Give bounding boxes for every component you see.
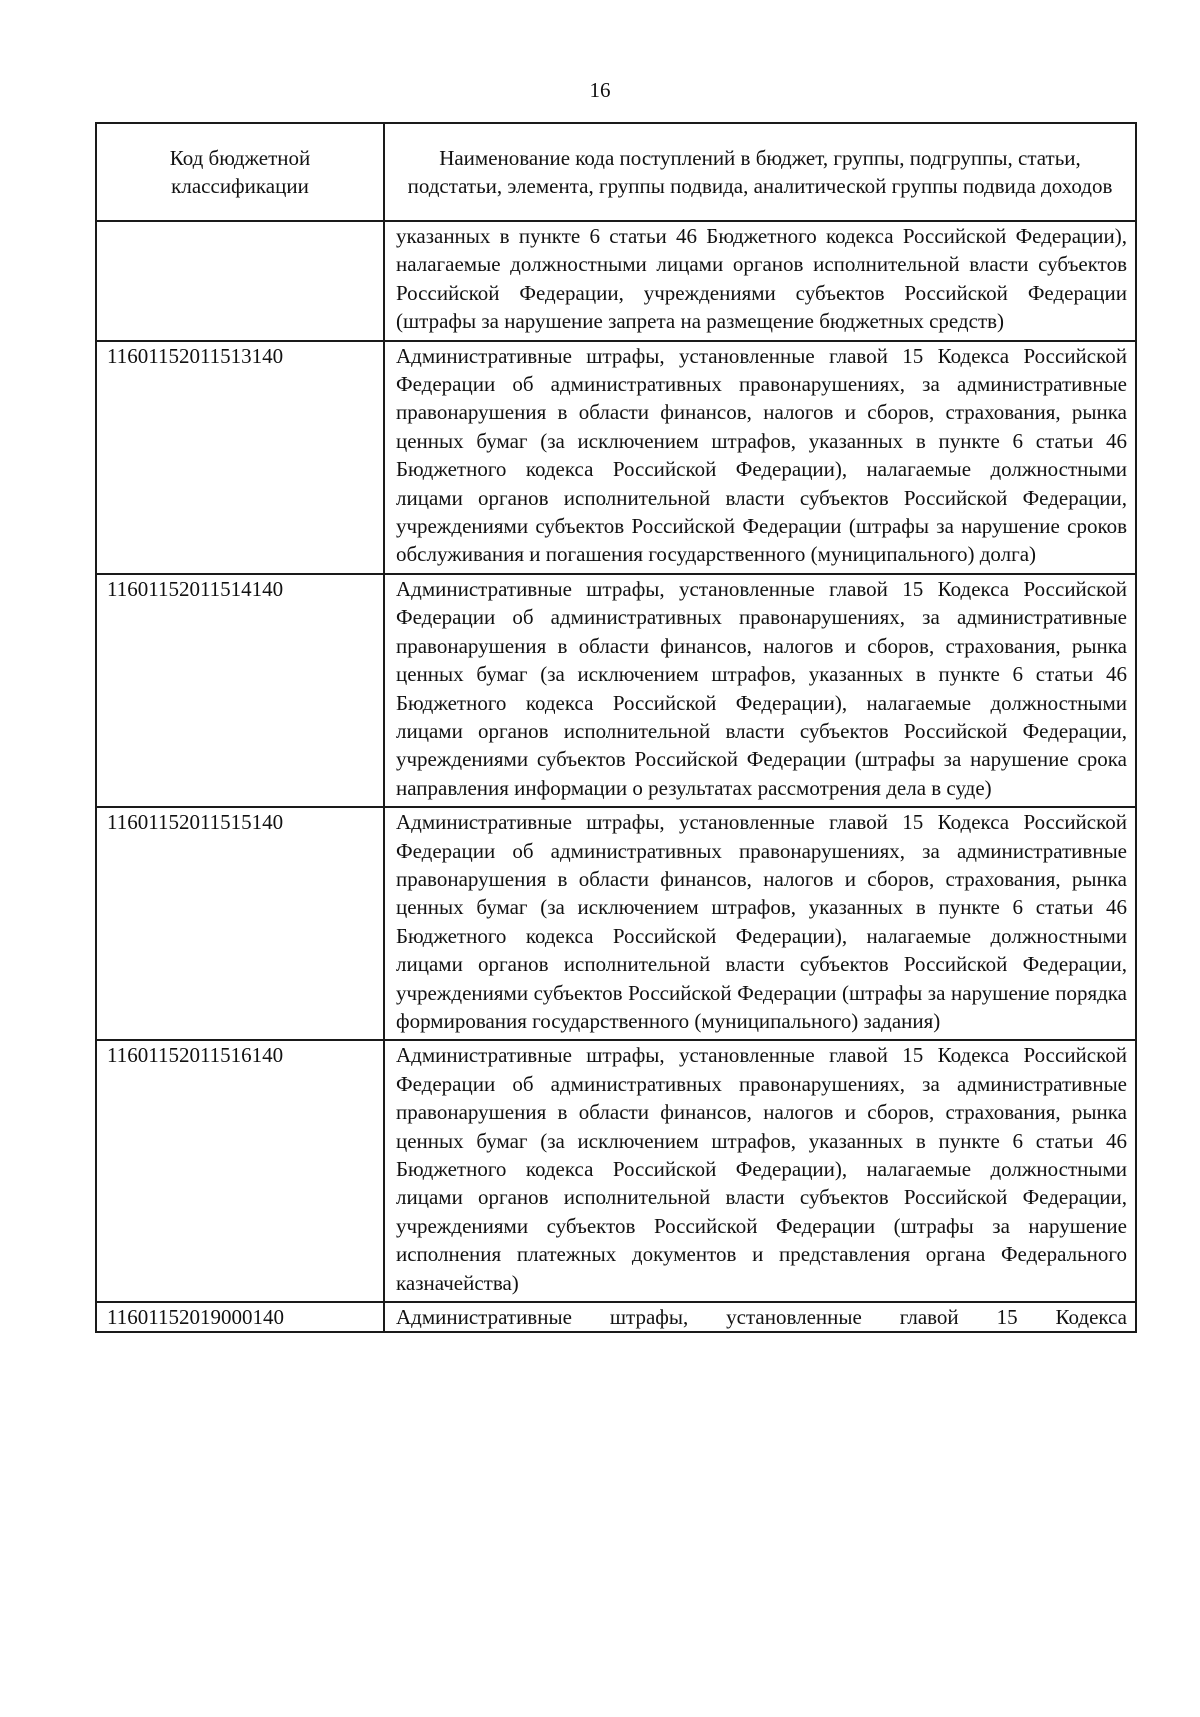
header-code: Код бюджетной классификации [96, 123, 384, 221]
budget-classification-table [95, 122, 1137, 1333]
page-number: 16 [589, 78, 611, 102]
row-description: указанных в пункте 6 статьи 46 Бюджетного кодекса Российской Федерации), налагаемые должностными лицами органов исполнительной власти субъектов Российской Федерации, учреждениями субъектов Российской Федерации (штрафы за нарушение запрета на размещение бюджетных средств) [384, 221, 1136, 341]
row-code: 11601152011514140 [96, 574, 384, 807]
row-description: Административные штрафы, установленные главой 15 Кодекса Российской Федерации об административных правонарушениях, за административные правонарушения в области финансов, налогов и сборов, страхования, рынка ценных бумаг (за исключением штрафов, указанных в пункте 6 статьи 46 Бюджетного кодекса Российской Федерации), налагаемые должностными лицами органов исполнительной власти субъектов Российской Федерации, учреждениями субъектов Российской Федерации (штрафы за нарушение исполнения платежных документов и представления органа Федерального казначейства) [384, 1040, 1136, 1302]
header-name: Наименование кода поступлений в бюджет, группы, подгруппы, статьи, подстатьи, элемента, группы подвида, аналитической группы подвида доходов [384, 123, 1136, 221]
table-row [96, 1040, 1136, 1302]
table-row [96, 1302, 1136, 1332]
table-header-row [96, 123, 1136, 221]
row-code: 11601152011515140 [96, 807, 384, 1040]
row-code: 11601152011513140 [96, 341, 384, 574]
row-description: Административные штрафы, установленные главой 15 Кодекса Российской Федерации об административных правонарушениях, за административные правонарушения в области финансов, налогов и сборов, страхования, рынка ценных бумаг (за исключением штрафов, указанных в пункте 6 статьи 46 Бюджетного кодекса Российской Федерации), налагаемые должностными лицами органов исполнительной власти субъектов Российской Федерации, учреждениями субъектов Российской Федерации (штрафы за нарушение сроков обслуживания и погашения государственного (муниципального) долга) [384, 341, 1136, 574]
row-code [96, 221, 384, 341]
row-description: Административные штрафы, установленные главой 15 Кодекса [384, 1302, 1136, 1332]
table-row [96, 341, 1136, 574]
row-code: 11601152011516140 [96, 1040, 384, 1302]
table-row [96, 574, 1136, 807]
row-description: Административные штрафы, установленные главой 15 Кодекса Российской Федерации об административных правонарушениях, за административные правонарушения в области финансов, налогов и сборов, страхования, рынка ценных бумаг (за исключением штрафов, указанных в пункте 6 статьи 46 Бюджетного кодекса Российской Федерации), налагаемые должностными лицами органов исполнительной власти субъектов Российской Федерации, учреждениями субъектов Российской Федерации (штрафы за нарушение порядка формирования государственного (муниципального) задания) [384, 807, 1136, 1040]
row-code: 11601152019000140 [96, 1302, 384, 1332]
table-row [96, 807, 1136, 1040]
table-row [96, 221, 1136, 341]
row-description: Административные штрафы, установленные главой 15 Кодекса Российской Федерации об административных правонарушениях, за административные правонарушения в области финансов, налогов и сборов, страхования, рынка ценных бумаг (за исключением штрафов, указанных в пункте 6 статьи 46 Бюджетного кодекса Российской Федерации), налагаемые должностными лицами органов исполнительной власти субъектов Российской Федерации, учреждениями субъектов Российской Федерации (штрафы за нарушение срока направления информации о результатах рассмотрения дела в суде) [384, 574, 1136, 807]
